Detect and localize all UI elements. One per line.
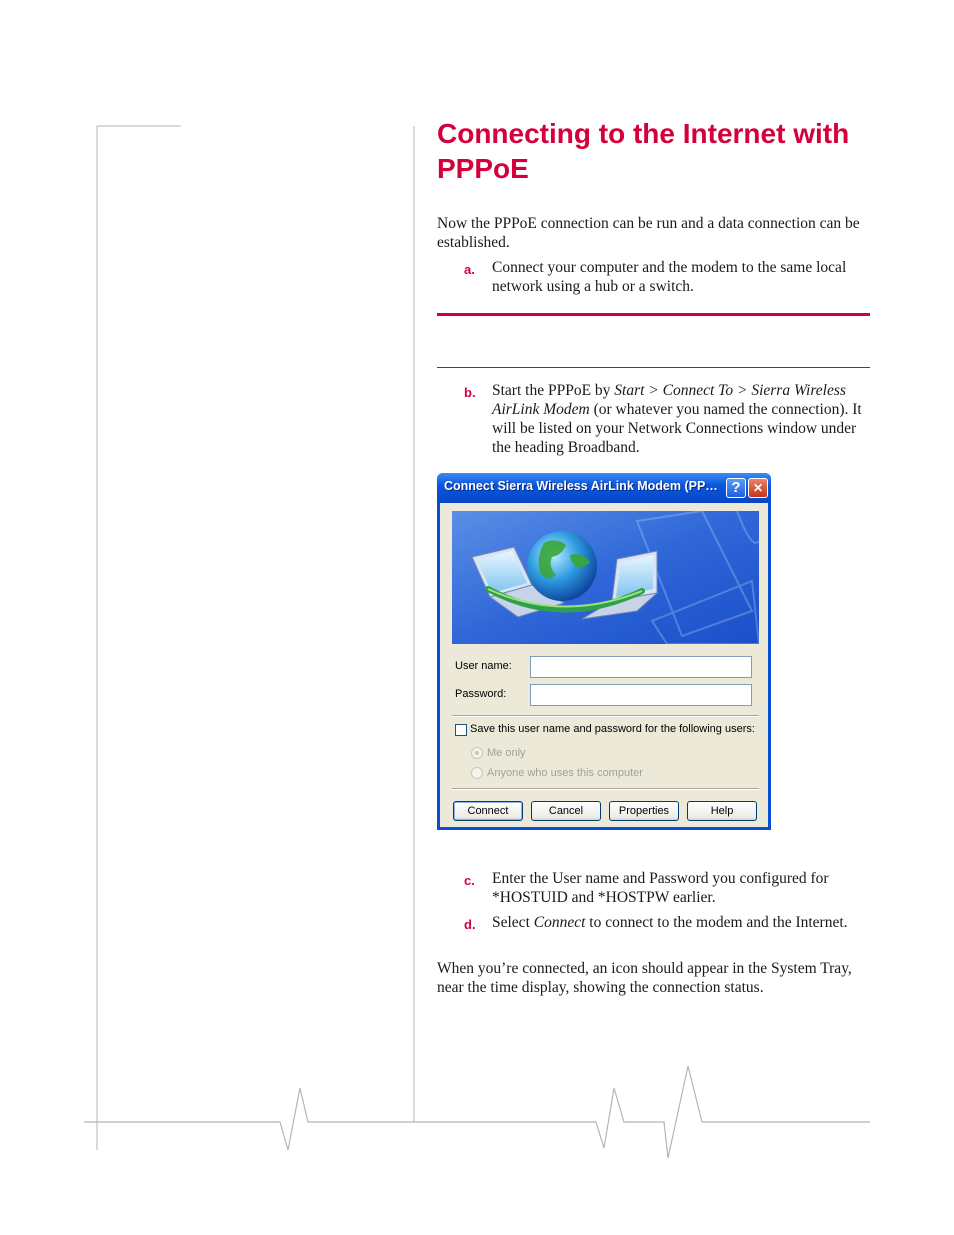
step-a-text: Connect your computer and the modem to the same local network using a hub or a switch. [492,259,847,295]
intro-paragraph: Now the PPPoE connection can be run and a data connection can be established. [437,215,860,251]
step-b-pre: Start the PPPoE by [492,382,615,399]
save-credentials-label: Save this user name and password for the following users: [470,723,755,735]
step-d-connect: Connect [533,914,586,931]
step-c-text: Enter the User name and Password you configured for *HOSTUID and *HOSTPW earlier. [492,870,829,906]
globe-icon [527,531,597,601]
note-rule-bottom [437,367,870,368]
save-credentials-checkbox[interactable] [455,724,467,736]
close-icon[interactable]: ✕ [748,478,768,498]
radio-anyone[interactable] [471,767,483,779]
page-title: Connecting to the Internet with PPPoE [437,118,850,184]
step-d-post: to connect to the modem and the Internet. [585,914,848,931]
password-input[interactable] [530,684,752,706]
separator-top [452,715,759,717]
connect-dialog [437,473,771,830]
dialog-title: Connect Sierra Wireless AirLink Modem (PP… [444,479,718,493]
username-input[interactable] [530,656,752,678]
network-banner-image [452,511,759,644]
properties-button[interactable]: Properties [609,801,679,821]
password-label: Password: [455,688,507,700]
connect-button[interactable]: Connect [453,801,523,821]
step-d-pre: Select [492,914,534,931]
step-b-letter: b. [464,385,476,400]
radio-me-only-label: Me only [487,747,526,759]
radio-me-only[interactable] [471,747,483,759]
radio-me-only-dot [475,751,479,755]
separator-bottom [452,788,759,790]
dialog-client-area [440,503,768,827]
step-c-letter: c. [464,873,475,888]
step-b-post: (or whatever you named the connection). It will be listed on your Network Connections window under the heading Broadband. [492,401,862,456]
step-d-text [492,913,862,932]
step-b-menu-path: Start > Connect To > Sierra Wireless AirLink Modem [492,382,846,418]
step-a-letter: a. [464,262,475,277]
radio-anyone-label: Anyone who uses this computer [487,767,643,779]
help-icon[interactable]: ? [726,478,746,498]
closing-paragraph: When you’re connected, an icon should appear in the System Tray, near the time display, showing the connection status. [437,960,852,996]
cancel-button[interactable]: Cancel [531,801,601,821]
step-d-letter: d. [464,917,476,932]
dialog-titlebar[interactable] [437,473,771,503]
help-button[interactable]: Help [687,801,757,821]
step-b-text [492,381,870,457]
note-rule-top [437,313,870,316]
username-label: User name: [455,660,512,672]
